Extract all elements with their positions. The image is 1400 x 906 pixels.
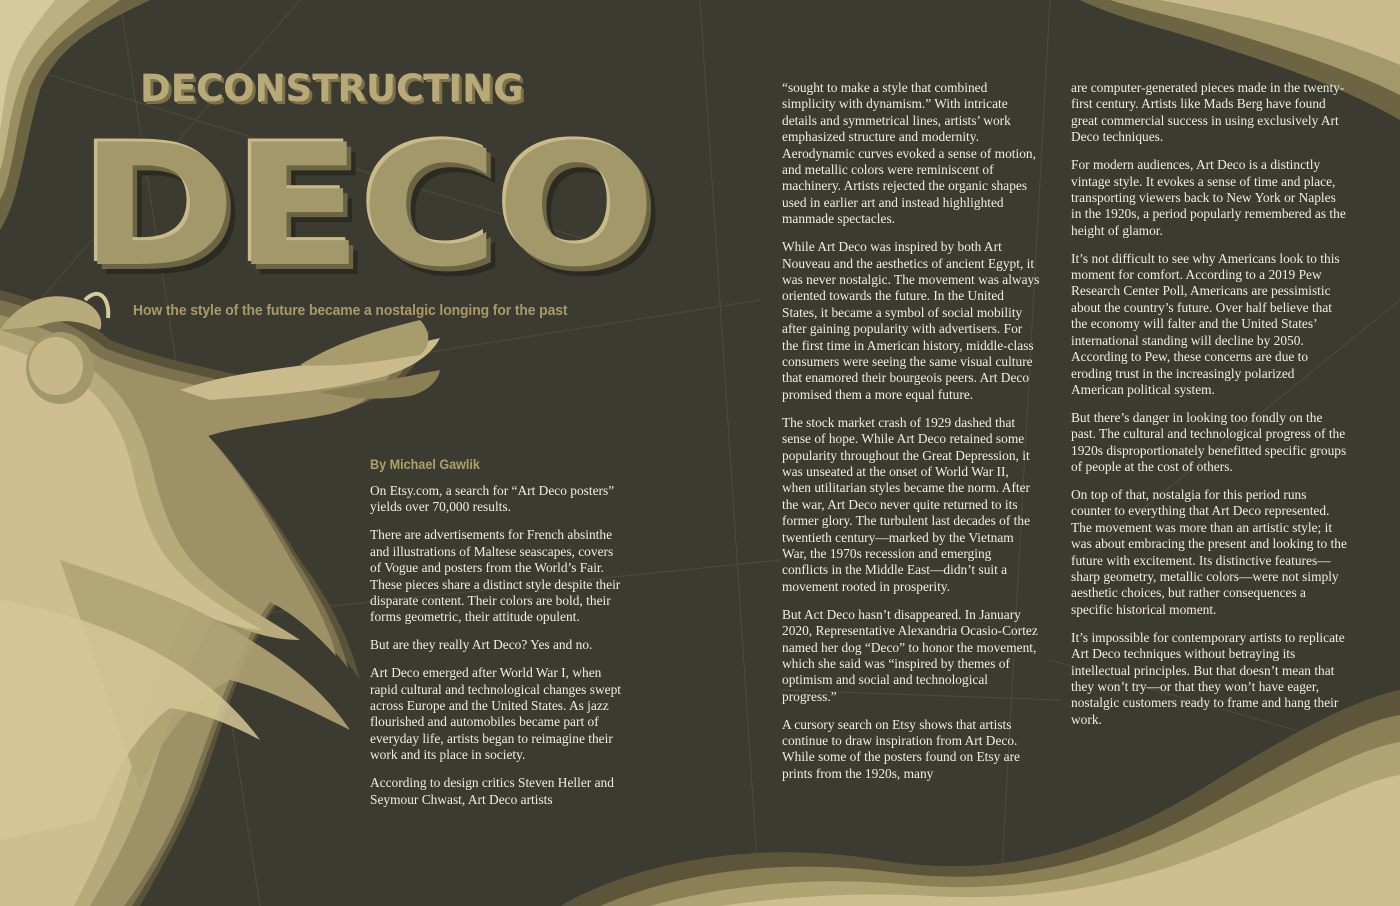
- article-paragraph: On Etsy.com, a search for “Art Deco posters” yields over 70,000 results.: [370, 483, 615, 515]
- article-paragraph: “sought to make a style that combined simplicity with dynamism.” With intricate details and symmetrical lines, artists’ work emphasized structure and modernity. Aerodynamic curves evoked a sense of motion, and metallic colors were reminiscent of machinery. Artists rejected the organic shapes used in earlier art and instead highlighted manmade spectacles.: [782, 80, 1036, 227]
- article-column-1: [370, 483, 622, 819]
- subtitle: How the style of the future became a nostalgic longing for the past: [133, 303, 568, 319]
- headline-title: DECO: [80, 108, 654, 304]
- article-paragraph: But are they really Art Deco? Yes and no.: [370, 637, 593, 653]
- article-paragraph: The stock market crash of 1929 dashed that sense of hope. While Art Deco retained some popularity throughout the Great Depression, it was unseated at the onset of World War II, when utilitarian styles became the norm. After the war, Art Deco never quite returned to its former glory. The turbulent last decades of the twentieth century—marked by the Vietnam War, the 1970s recession and emerging conflicts in the Middle East—didn’t suit a movement rooted in prosperity.: [782, 414, 1031, 594]
- article-paragraph: are computer-generated pieces made in the twenty-first century. Artists like Mads Berg have found great commercial success in using exclusively Art Deco techniques.: [1071, 80, 1345, 145]
- article-paragraph: For modern audiences, Art Deco is a distinctly vintage style. It evokes a sense of time and place, transporting viewers back to New York or Naples in the 1920s, a period popularly remembered as the height of glamor.: [1071, 157, 1346, 238]
- article-paragraph: According to design critics Steven Heller and Seymour Chwast, Art Deco artists: [370, 775, 614, 807]
- article-paragraph: It’s impossible for contemporary artists to replicate Art Deco techniques without betraying its intellectual principles. But that doesn’t mean that they won’t try—or that they won’t have eager, nostalgic customers ready to frame and hang their work.: [1071, 629, 1345, 727]
- article-paragraph: While Art Deco was inspired by both Art Nouveau and the aesthetics of ancient Egypt, it was never nostalgic. The movement was always oriented towards the future. In the United States, it became a symbol of social mobility after gaining popularity with advertisers. For the first time in American history, middle-class consumers were seeing the same visual culture that enamored their bourgeois peers. Art Deco promised them a more equal future.: [782, 239, 1040, 402]
- article-column-2: [782, 80, 1040, 794]
- article-paragraph: But there’s danger in looking too fondly on the past. The cultural and technological progress of the 1920s disproportionately benefitted specific groups of people at the cost of others.: [1071, 409, 1347, 475]
- article-paragraph: There are advertisements for French absinthe and illustrations of Maltese seascapes, covers of Vogue and posters from the World’s Fair. These pieces share a distinct style despite their disparate content. Their colors are bold, their forms geometric, their attitude opulent.: [370, 527, 621, 625]
- article-paragraph: But Act Deco hasn’t disappeared. In January 2020, Representative Alexandria Ocasio-Cortez named her dog “Deco” to honor the movement, which she said was “inspired by themes of optimism and social and technological progress.”: [782, 606, 1038, 704]
- article-paragraph: Art Deco emerged after World War I, when rapid cultural and technological changes swept across Europe and the United States. As jazz flourished and automobiles became part of everyday life, artists began to reimagine their work and its place in society.: [370, 665, 621, 763]
- headline-kicker: DECONSTRUCTING: [140, 67, 524, 110]
- article-column-3: [1071, 80, 1349, 740]
- article-paragraph: On top of that, nostalgia for this period runs counter to everything that Art Deco represented. The movement was more than an artistic style; it was about embracing the present and looking to the future with excitement. Its distinctive features—sharp geometry, metallic colors—were not simply aesthetic choices, but rather consequences a specific historical moment.: [1071, 486, 1347, 617]
- article-paragraph: A cursory search on Etsy shows that artists continue to draw inspiration from Art Deco. While some of the posters found on Etsy are prints from the 1920s, many: [782, 716, 1020, 781]
- article-paragraph: It’s not difficult to see why Americans look to this moment for comfort. According to a 2019 Pew Research Center Poll, Americans are pessimistic about the country’s future. Over half believe that the economy will falter and the United States’ international standing will decline by 2050. According to Pew, these concerns are due to eroding trust in the increasingly polarized American political system.: [1071, 250, 1340, 397]
- byline: By Michael Gawlik: [370, 456, 480, 472]
